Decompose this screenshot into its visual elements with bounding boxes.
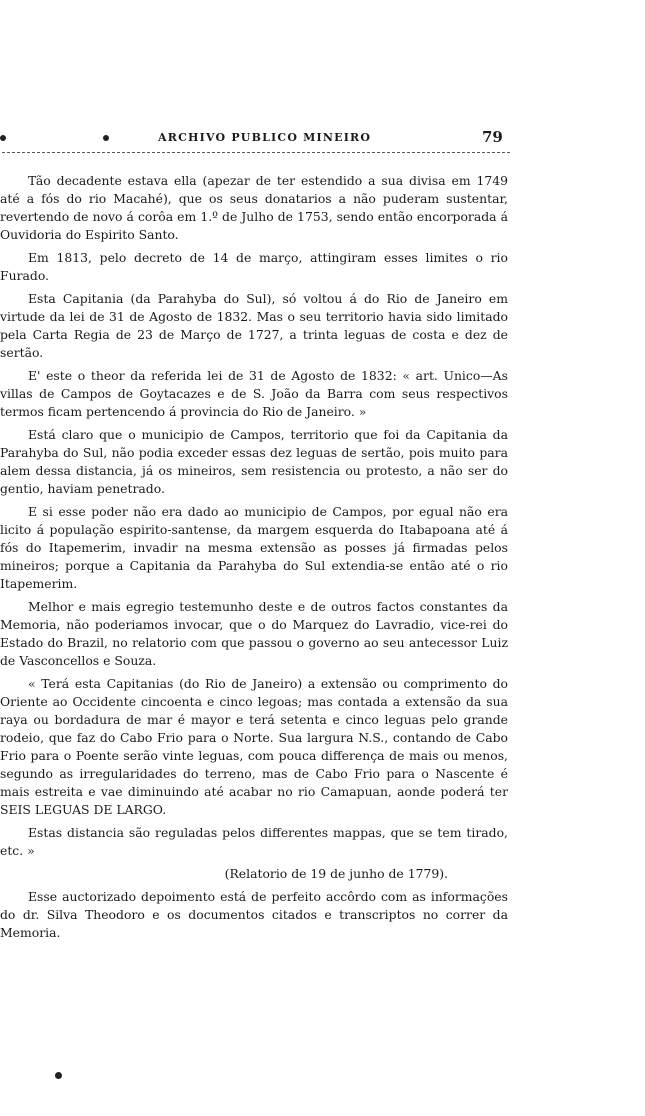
body-text	[0, 172, 508, 947]
paragraph-2: Em 1813, pelo decreto de 14 de março, attingiram esses limites o rio Furado.	[0, 250, 508, 283]
quote-paragraph-1: « Terá esta Capitanias (do Rio de Janeiro) a extensão ou comprimento do Oriente ao Occidente cincoenta e cinco legoas; mas contada a extensão da sua raya ou bordadura de mar é mayor e terá setenta e cinco leguas pelo grande rodeio, que faz do Cabo Frio para o Norte. Sua largura N.S., contando de Cabo Frio para o Poente serão vinte leguas, com pouca differença de mais ou menos, segundo as irregularidades do terreno, mas de Cabo Frio para o Nascente é mais estreita e vae diminuindo até acabar no rio Camapuan, aonde poderá ter SEIS LEGUAS DE LARGO.	[0, 676, 508, 817]
paragraph-4: E' este o theor da referida lei de 31 de Agosto de 1832: « art. Unico—As villas de Campos de Goytacazes e de S. João da Barra com seus respectivos termos ficam pertencendo á provincia do Rio de Janeiro. »	[0, 368, 508, 419]
running-header	[0, 128, 520, 149]
page-number: 79	[482, 128, 503, 146]
header-dot-center	[103, 135, 109, 141]
bottom-dot	[55, 1072, 62, 1079]
header-rule	[2, 152, 510, 153]
paragraph-5: Está claro que o municipio de Campos, territorio que foi da Capitania da Parahyba do Sul, não podia exceder essas dez leguas de sertão, pois muito para alem dessa distancia, já os mineiros, sem resistencia ou protesto, a não ser do gentio, haviam penetrado.	[0, 427, 508, 496]
paragraph-3: Esta Capitania (da Parahyba do Sul), só voltou á do Rio de Janeiro em virtude da lei de 31 de Agosto de 1832. Mas o seu territorio havia sido limitado pela Carta Regia de 23 de Março de 1727, a trinta leguas de costa e dez de sertão.	[0, 291, 508, 360]
paragraph-7: Melhor e mais egregio testemunho deste e de outros factos constantes da Memoria, não poderiamos invocar, que o do Marquez do Lavradio, vice-rei do Estado do Brazil, no relatorio com que passou o governo ao seu antecessor Luiz de Vasconcellos e Souza.	[0, 599, 508, 668]
quote-paragraph-2: Estas distancia são reguladas pelos differentes mappas, que se tem tirado, etc. »	[0, 825, 508, 858]
closing-paragraph: Esse auctorizado depoimento está de perfeito accôrdo com as informações do dr. Silva Theodoro e os documentos citados e transcriptos no correr da Memoria.	[0, 889, 508, 940]
citation: (Relatorio de 19 de junho de 1779).	[224, 866, 448, 881]
header-dot-left	[0, 135, 6, 141]
header-title: ARCHIVO PUBLICO MINEIRO	[158, 131, 372, 144]
paragraph-1: Tão decadente estava ella (apezar de ter estendido a sua divisa em 1749 até a fós do rio Macahé), que os seus donatarios a não puderam sustentar, revertendo de novo á corôa em 1.º de Julho de 1753, sendo então encorporada á Ouvidoria do Espirito Santo.	[0, 173, 508, 242]
paragraph-6: E si esse poder não era dado ao municipio de Campos, por egual não era licito á população espirito-santense, da margem esquerda do Itabapoana até á fós do Itapemerim, invadir na mesma extensão as posses já firmadas pelos mineiros; porque a Capitania da Parahyba do Sul extendia-se então até o rio Itapemerim.	[0, 504, 508, 591]
